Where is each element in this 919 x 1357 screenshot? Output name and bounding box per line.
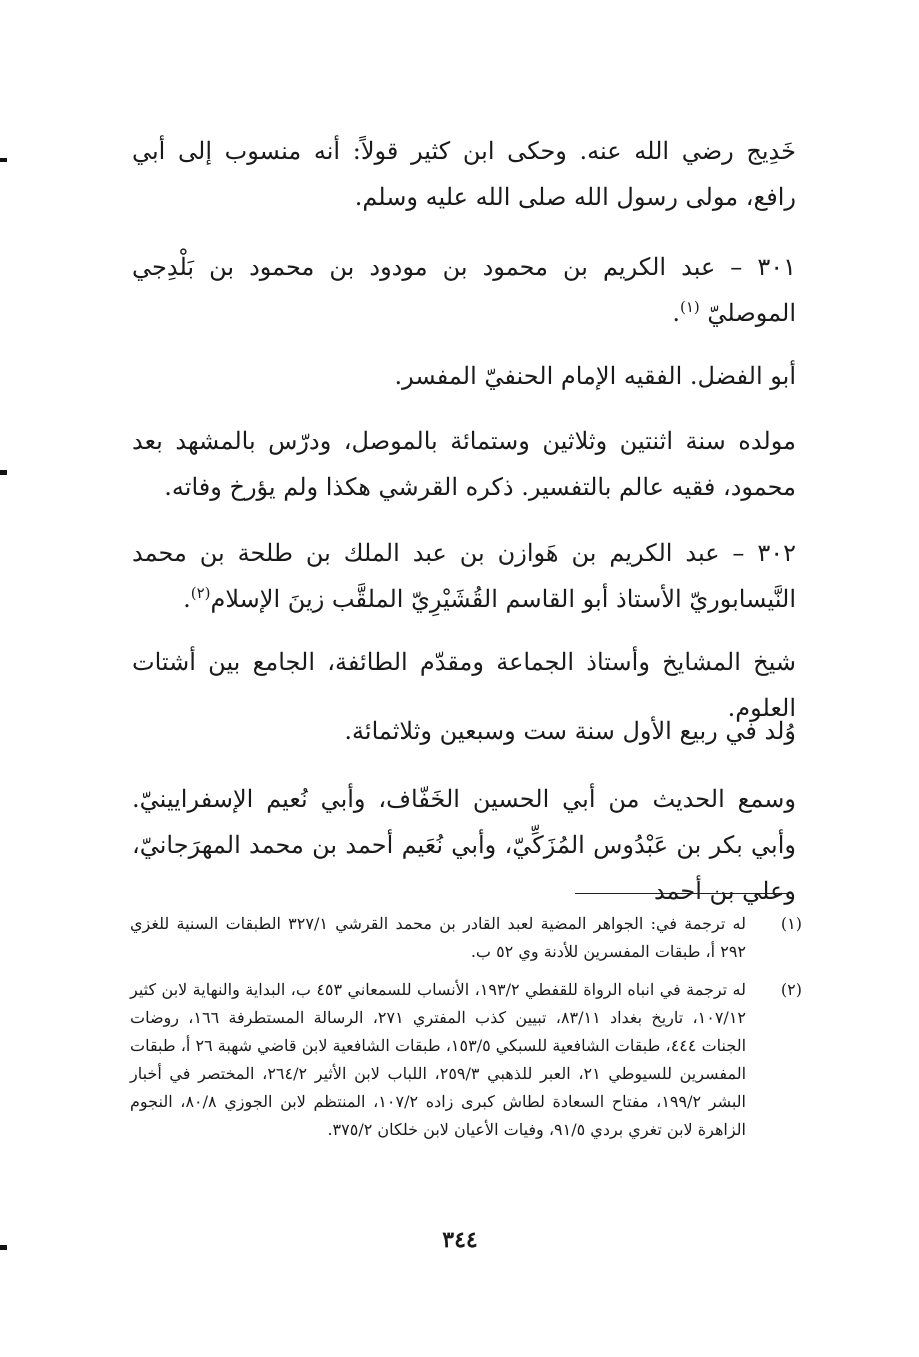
entry-301-kunya: أبو الفضل. الفقيه الإمام الحنفيّ المفسر. (394, 362, 796, 390)
page-number: ٣٤٤ (442, 1227, 478, 1253)
footnote-ref-1[interactable]: (١) (679, 298, 700, 316)
footnote-separator (575, 893, 789, 894)
page-edge-mark (0, 158, 7, 162)
footnote-text: له ترجمة في: الجواهر المضية لعبد القادر بن محمد القرشي ٣٢٧/١ الطبقات السنية للغزي ٢٩٢ أ، طبقات المفسرين للأدنة وي ٥٢ ب. (130, 914, 746, 961)
entry-302-heading-text: ٣٠٢ – عبد الكريم بن هَوازن بن عبد الملك بن طلحة بن محمد النَّيسابوريّ الأستاذ أبو القاسم القُشَيْرِيّ الملقَّب زينَ الإسلام (132, 539, 796, 613)
entry-301-heading-text: ٣٠١ – عبد الكريم بن محمود بن مودود بن محمود بن بَلْدِجي الموصليّ (132, 253, 796, 327)
entry-302-title: شيخ المشايخ وأستاذ الجماعة ومقدّم الطائفة، الجامع بين أشتات العلوم. (132, 648, 796, 722)
entry-301-bio: مولده سنة اثنتين وثلاثين وستمائة بالموصل، ودرّس بالمشهد بعد محمود، فقيه عالم بالتفسير. ذكره القرشي هكذا ولم يؤرخ وفاته. (132, 427, 796, 501)
footnote-marker: (١) (780, 914, 802, 933)
entry-301-heading-end: . (672, 299, 680, 327)
paragraph-continuation: خَدِيج رضي الله عنه. وحكى ابن كثير قولاً: أنه منسوب إلى أبي رافع، مولى رسول الله صلى الله عليه وسلم. (132, 137, 796, 211)
page-edge-mark (0, 1245, 7, 1250)
footnote-2 (130, 976, 802, 1144)
entry-302-hadith: وسمع الحديث من أبي الحسين الخَفّاف، وأبي نُعيم الإسفرايينيّ. وأبي بكر بن عَبْدُوس المُزَكِّيّ، وأبي نُعَيم أحمد بن محمد المهرَجانيّ، وعلي بن أحمد (132, 785, 796, 905)
entry-302-birth: وُلد في ربيع الأول سنة ست وسبعين وثلاثمائة. (344, 717, 796, 745)
entry-301-heading (132, 244, 796, 336)
footnote-text: له ترجمة في انباه الرواة للقفطي ١٩٣/٢، الأنساب للسمعاني ٤٥٣ ب، البداية والنهاية لابن كثير ١٠٧/١٢، تاريخ بغداد ٨٣/١١، تبيين كذب المفتري ٢٧١، الرسالة المستطرفة ١٦٦، روضات الجنات ٤٤٤، طبقات الشافعية للسبكي ١٥٣/٥، طبقات الشافعية لابن قاضي شهبة ٢٦ أ، طبقات المفسرين للسيوطي ٢١، العبر للذهبي ٢٥٩/٣، اللباب لابن الأثير ٢٦٤/٢، المختصر في أخبار البشر ١٩٩/٢، مفتاح السعادة لطاش كبرى زاده ١٠٧/٢، المنتظم لابن الجوزي ٨٠/٨، النجوم الزاهرة لابن تغري بردي ٩١/٥، وفيات الأعيان لابن خلكان ٣٧٥/٢. (130, 980, 747, 1139)
footnote-ref-2[interactable]: (٢) (190, 584, 211, 602)
footnote-marker: (٢) (780, 980, 802, 999)
entry-302-heading (132, 530, 796, 622)
page-edge-mark (0, 470, 7, 475)
footnote-1 (130, 910, 802, 966)
entry-302-heading-end: . (183, 585, 191, 613)
